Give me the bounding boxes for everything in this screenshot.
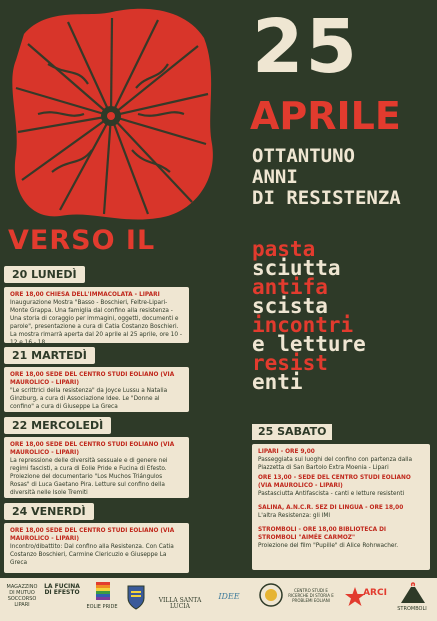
- event-body: Incontro/dibattito: Dal confino alla Resistenza. Con Catia Costanzo Boschieri, Carmine Clericuzio e Giuseppe La Greca: [10, 544, 174, 566]
- wordplay-word: scista: [252, 294, 328, 318]
- event-body: Pastasciutta Antifascista - canti e letture resistenti: [258, 491, 405, 497]
- verso-il-heading: VERSO IL: [8, 225, 156, 256]
- event-heading: LIPARI - ORE 9,00: [258, 449, 315, 455]
- event-body: Proiezione del film "Pupille" di Alice Rohrwacher.: [258, 543, 399, 549]
- logo-idee: IDEE: [218, 592, 240, 601]
- subtitle-line: OTTANTUNO: [252, 145, 355, 167]
- day-label: 25 SABATO: [252, 424, 332, 440]
- wordplay-word: sciutta: [252, 256, 341, 280]
- wordplay-word: e letture: [252, 332, 366, 356]
- stromboli-volcano-icon: [400, 582, 426, 604]
- event-heading: STROMBOLI - ORE 18,00 BIBLIOTECA DI STROMBOLI "AIMÉE CARMOZ": [258, 527, 387, 541]
- wordplay-block: [252, 237, 436, 394]
- event-body: Passeggiata sui luoghi del confino con partenza dalla Piazzetta di San Bartolo Extra Moenia - Lipari: [258, 457, 413, 471]
- logo-fucina: LA FUCINA DI EFESTO: [44, 583, 80, 596]
- event-heading: ORE 18,00 SEDE DEL CENTRO STUDI EOLIANO (VIA MAUROLICO - LIPARI): [10, 442, 175, 456]
- event-heading: ORE 13,00 - SEDE DEL CENTRO STUDI EOLIANO (VIA MAUROLICO - LIPARI): [258, 475, 411, 489]
- event-card: [4, 437, 189, 498]
- subtitle-line: ANNI: [252, 166, 298, 188]
- event-heading: ORE 18,00 SEDE DEL CENTRO STUDI EOLIANO (VIA MAUROLICO - LIPARI): [10, 528, 175, 542]
- event-heading: ORE 18,00 SEDE DEL CENTRO STUDI EOLIANO (VIA MAUROLICO - LIPARI): [10, 372, 175, 386]
- day-label: 21 MARTEDÌ: [4, 347, 95, 364]
- wordplay-word: resist: [252, 351, 328, 375]
- logo-villa-santa-lucia: VILLA SANTA LUCIA: [158, 597, 202, 610]
- sponsor-logos-strip: [0, 578, 437, 621]
- event-card: [4, 367, 189, 412]
- eolie-pride-icon: [96, 582, 110, 600]
- day-label: 24 VENERDÌ: [4, 503, 94, 520]
- ancr-emblem-icon: [258, 582, 284, 608]
- event-card: [4, 523, 189, 573]
- event-card: [4, 287, 189, 346]
- wordplay-word: pasta: [252, 237, 316, 261]
- subtitle: [252, 146, 401, 209]
- logo-magazzino: MAGAZZINO DI MUTUO SOCCORSO LIPARI: [6, 584, 38, 608]
- event-body: Inaugurazione Mostra "Basso - Boschieri, Feltre-Lipari-Monte Grappa. Una famiglia dal confino alla resistenza - Una storia di coraggio per immagini, oggetti, documenti e parole", presentazione a cura di Catia Costanzo Boschieri. La mostra rimarrà aperta dal 20 aprile al 25 aprile, ore 10 - 12 e 16 - 18.: [10, 300, 182, 346]
- logo-eolie-pride: EOLIE PRIDE: [86, 604, 118, 610]
- logo-stromboli: STROMBOLI: [397, 606, 427, 612]
- day-label: 20 LUNEDÌ: [4, 266, 85, 283]
- wordplay-word: enti: [252, 370, 303, 394]
- subtitle-line: DI RESISTENZA: [252, 187, 401, 209]
- event-body: L'altra Resistenza: gli IMI: [258, 513, 331, 519]
- wordplay-word: antifa: [252, 275, 328, 299]
- poppy-flower-icon: [8, 4, 214, 224]
- wordplay-word: incontri: [252, 313, 354, 337]
- centro-studi-crest-icon: [126, 584, 146, 610]
- event-heading: SALINA, A.N.C.R. SEZ DI LINGUA - ORE 18,00: [258, 505, 404, 511]
- event-heading: ORE 18,00 CHIESA DELL'IMMACOLATA - LIPARI: [10, 292, 160, 298]
- event-body: "Le scrittrici della resistenza" da Joyce Lussu a Natalia Ginzburg, a cura di Associazione Idee. Le "Donne al confino" a cura di Giuseppe La Greca: [10, 388, 168, 410]
- date-day: 25: [252, 4, 359, 90]
- event-body: La repressione delle diversità sessuale e di genere nei regimi fascisti, a cura di Eolie Pride e Fucina di Efesto. Proiezione del documentario "Los Muchos Triángulos Rosas" di Luca Gaetano Pira. Letture sul confino della diversità nelle Isole Tremiti: [10, 458, 168, 496]
- logo-centro-studi-ricerche: CENTRO STUDI E RICERCHE DI STORIA E PROBLEMI EOLIANI: [288, 588, 334, 603]
- day-label: 22 MERCOLEDÌ: [4, 417, 111, 434]
- date-month: APRILE: [250, 94, 401, 138]
- event-card: [252, 444, 430, 570]
- logo-arci: ARCI: [363, 588, 387, 598]
